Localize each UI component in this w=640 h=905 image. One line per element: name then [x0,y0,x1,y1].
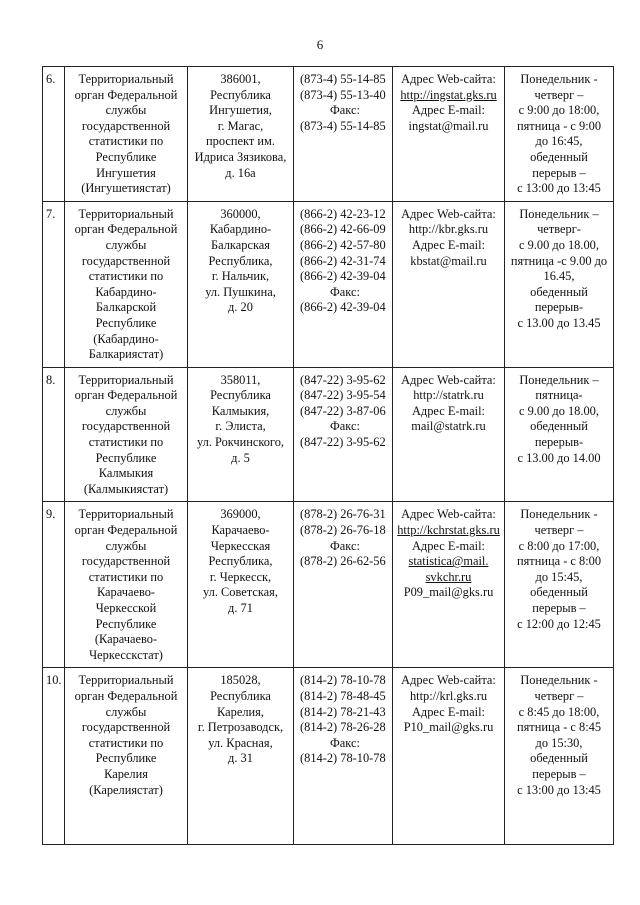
phone-number: (847-22) 3-95-54 [300,388,386,403]
postal-address [188,367,294,502]
web-label: Адрес Web-сайта: [401,206,496,221]
working-hours [505,502,614,668]
organization-name-line: (Ингушетиястат) [81,181,171,196]
web-contacts [393,201,505,367]
hours-line: Понедельник - [520,507,598,522]
address-line: Республика [210,87,271,102]
phone-number: (847-22) 3-95-62 [300,372,386,387]
fax-number: (847-22) 3-95-62 [300,435,386,450]
fax-number: (866-2) 42-39-04 [300,300,386,315]
table-row [43,502,614,668]
organization-name-line: Территориальный [78,206,174,221]
address-line: ул. Советская, [203,585,278,600]
organization-name-line: службы [105,704,147,719]
organization-name-line: Черкесской [95,601,157,615]
organization-name-line: Калмыкия [98,466,154,481]
hours-line: обеденный [530,751,588,766]
address-line: Карелия, [217,704,264,719]
organization-name-line: (Карачаево- [94,632,158,647]
email-link[interactable]: statistica@mail. [408,554,489,569]
organization-name [65,502,188,668]
table-row [43,668,614,845]
address-line: 358011, [220,372,261,387]
phone-number: (866-2) 42-57-80 [300,237,386,252]
hours-line: перерыв – [532,601,586,615]
fax-number: (873-4) 55-14-85 [300,118,386,133]
address-line: Карачаево- [211,523,270,538]
hours-line: четверг- [537,222,581,237]
hours-line: обеденный [530,585,588,600]
phone-number: (847-22) 3-87-06 [300,403,386,418]
organization-name-line: государственной [81,253,171,268]
hours-line: с 13:00 до 13:45 [517,181,601,196]
hours-line: с 12:00 до 12:45 [517,616,601,631]
organization-name-line: Республике [95,751,157,766]
organization-name-line: (Кабардино- [93,331,159,346]
hours-line: перерыв- [534,435,584,450]
email-label: Адрес E-mail: [411,538,485,553]
organization-name-line: Территориальный [78,507,174,522]
organization-name-line: орган Федеральной [74,388,178,403]
phone-number: (866-2) 42-23-12 [300,206,386,221]
email-label: Адрес E-mail: [411,103,485,118]
organization-name-line: государственной [81,419,171,434]
organization-name-line: орган Федеральной [74,222,178,237]
hours-line: пятница - с 8:00 [516,554,602,569]
phone-number: (866-2) 42-39-04 [300,269,386,284]
address-line: г. Элиста, [215,419,266,434]
organization-name-line: государственной [81,118,171,133]
organization-name-line: Черкесскстат) [89,647,163,662]
phone-number: (814-2) 78-48-45 [300,688,386,703]
email-label: Адрес E-mail: [411,403,485,418]
phone-number: (814-2) 78-10-78 [300,673,386,688]
phone-numbers [294,201,393,367]
organization-name-line: государственной [81,720,171,735]
hours-line: Понедельник – [519,372,599,387]
fax-label: Факс: [330,103,360,118]
hours-line: с 9.00 до 18.00, [519,403,599,418]
address-line: г. Магас, [217,118,264,133]
organization-name-line: (Карелиястат) [89,782,163,797]
email-link[interactable]: kbstat@mail.ru [410,253,487,268]
phone-numbers [294,668,393,845]
hours-line: четверг – [534,87,584,102]
row-number: 10. [43,668,65,845]
fax-label: Факс: [330,284,360,299]
fax-label: Факс: [330,735,360,750]
address-line: Балкарская [211,237,270,252]
hours-line: с 9:00 до 18:00, [518,103,600,118]
organization-name-line: орган Федеральной [74,688,178,703]
row-number: 8. [43,367,65,502]
organization-name-line: Балкарской [95,300,157,315]
organization-name-line: Территориальный [78,372,174,387]
web-label: Адрес Web-сайта: [401,72,496,86]
working-hours [505,668,614,845]
organization-name-line: Республике [95,616,157,631]
organization-name-line: службы [105,403,147,418]
email-link[interactable]: P10_mail@gks.ru [403,720,494,735]
address-line: Республика [210,688,271,703]
organization-name-line: статистики по [88,569,164,584]
working-hours [505,201,614,367]
organization-name-line: Территориальный [78,72,174,86]
hours-line: перерыв- [534,300,584,315]
phone-number: (866-2) 42-31-74 [300,253,386,268]
organization-name-line: статистики по [88,735,164,750]
web-label: Адрес Web-сайта: [401,372,496,387]
organization-name-line: службы [105,538,147,553]
website-link[interactable]: http://kbr.gks.ru [408,222,489,237]
hours-line: обеденный [530,284,588,299]
address-line: Идриса Зязикова, [194,149,287,164]
hours-line: с 13:00 до 13:45 [517,782,601,797]
hours-line: четверг – [534,688,584,703]
website-link[interactable]: http://ingstat.gks.ru [400,87,497,102]
phone-number: (878-2) 26-76-18 [300,523,386,538]
hours-line: Понедельник – [519,206,599,221]
working-hours [505,367,614,502]
postal-address [188,201,294,367]
address-line: д. 71 [228,601,253,615]
hours-line: Понедельник - [520,72,598,86]
hours-line: с 13.00 до 14.00 [517,450,601,465]
hours-line: 16.45, [543,269,575,284]
organization-name-line: статистики по [88,269,164,284]
organization-name-line: статистики по [88,435,164,450]
website-link[interactable]: http://statrk.ru [413,388,484,403]
hours-line: до 15:45, [535,569,583,584]
hours-line: с 13.00 до 13.45 [517,315,601,330]
phone-number: (873-4) 55-13-40 [300,87,386,102]
address-line: Республика [210,388,271,403]
address-line: г. Нальчик, [211,269,270,284]
organization-name-line: Республике [95,149,157,164]
phone-number: (814-2) 78-26-28 [300,720,386,735]
hours-line: пятница - с 8:45 [516,720,602,735]
phone-number: (878-2) 26-76-31 [300,507,386,522]
phone-number: (866-2) 42-66-09 [300,222,386,237]
row-number: 6. [43,67,65,202]
table-row [43,67,614,202]
organization-name-line: службы [105,103,147,118]
organization-name-line: Ингушетия [96,165,156,180]
web-contacts [393,668,505,845]
email-link[interactable]: P09_mail@gks.ru [403,585,494,600]
email-link[interactable]: ingstat@mail.ru [408,118,489,133]
address-line: 360000, [220,206,261,221]
row-number: 9. [43,502,65,668]
working-hours [505,67,614,202]
fax-label: Факс: [330,538,360,553]
address-line: Республика, [208,554,273,569]
organization-name-line: Территориальный [78,673,174,688]
hours-line: с 8:00 до 17:00, [518,538,600,553]
fax-number: (814-2) 78-10-78 [300,751,386,766]
address-line: д. 20 [228,300,253,315]
table-row [43,201,614,367]
hours-line: обеденный [530,149,588,164]
organization-name-line: Карачаево- [96,585,156,600]
phone-numbers [294,67,393,202]
organization-name [65,668,188,845]
hours-line: с 8:45 до 18:00, [518,704,600,719]
hours-line: до 15:30, [535,735,583,750]
email-label: Адрес E-mail: [411,237,485,252]
website-link[interactable]: http://krl.gks.ru [409,688,488,703]
organization-name-line: орган Федеральной [74,87,178,102]
postal-address [188,67,294,202]
email-link[interactable]: svkchr.ru [425,569,472,584]
fax-number: (878-2) 26-62-56 [300,554,386,569]
address-line: ул. Рокчинского, [197,435,284,450]
hours-line: обеденный [530,419,588,434]
address-line: д. 5 [231,450,250,465]
address-line: ул. Пушкина, [205,284,276,299]
address-line: ул. Красная, [208,735,273,750]
address-line: 369000, [220,507,261,522]
organization-name-line: службы [105,237,147,252]
email-link[interactable]: mail@statrk.ru [411,419,486,434]
organization-name-line: статистики по [88,134,164,149]
address-line: проспект им. [206,134,275,149]
organization-name-line: Республике [95,315,157,330]
hours-line: перерыв – [532,165,586,180]
hours-line: пятница- [535,388,583,403]
organization-name [65,201,188,367]
web-label: Адрес Web-сайта: [401,507,496,522]
hours-line: Понедельник - [520,673,598,688]
organization-name [65,67,188,202]
address-line: Калмыкия, [211,403,270,418]
web-contacts [393,502,505,668]
address-line: д. 31 [228,751,253,766]
organization-name-line: (Калмыкиястат) [83,481,169,496]
organization-name [65,367,188,502]
phone-numbers [294,502,393,668]
web-label: Адрес Web-сайта: [401,673,496,688]
hours-line: до 16:45, [535,134,583,149]
fax-label: Факс: [330,419,360,434]
page-number: 6 [316,37,324,52]
postal-address [188,668,294,845]
row-number: 7. [43,201,65,367]
organization-name-line: государственной [81,554,171,569]
address-line: г. Черкесск, [209,569,272,584]
hours-line: пятница - с 9:00 [516,118,602,133]
web-contacts [393,367,505,502]
hours-line: с 9.00 до 18.00, [519,237,599,252]
postal-address [188,502,294,668]
table-row [43,367,614,502]
address-line: г. Петрозаводск, [197,720,284,735]
email-label: Адрес E-mail: [411,704,485,719]
hours-line: пятница -с 9.00 до [510,253,608,268]
organization-name-line: Карелия [104,766,148,781]
organization-name-line: Балкарияcтат) [88,347,164,362]
phone-number: (873-4) 55-14-85 [300,72,386,86]
address-line: Ингушетия, [209,103,272,118]
directory-table [42,66,614,845]
address-line: д. 16а [225,165,256,180]
organization-name-line: орган Федеральной [74,523,178,538]
address-line: 185028, [220,673,261,688]
hours-line: четверг – [534,523,584,538]
phone-number: (814-2) 78-21-43 [300,704,386,719]
address-line: Кабардино- [209,222,272,237]
hours-line: перерыв – [532,766,586,781]
address-line: 386001, [220,72,261,86]
organization-name-line: Кабардино- [95,284,157,299]
address-line: Республика, [208,253,273,268]
organization-name-line: Республике [95,450,157,465]
website-link[interactable]: http://kchrstat.gks.ru [397,523,500,538]
address-line: Черкесская [210,538,271,553]
phone-numbers [294,367,393,502]
web-contacts [393,67,505,202]
